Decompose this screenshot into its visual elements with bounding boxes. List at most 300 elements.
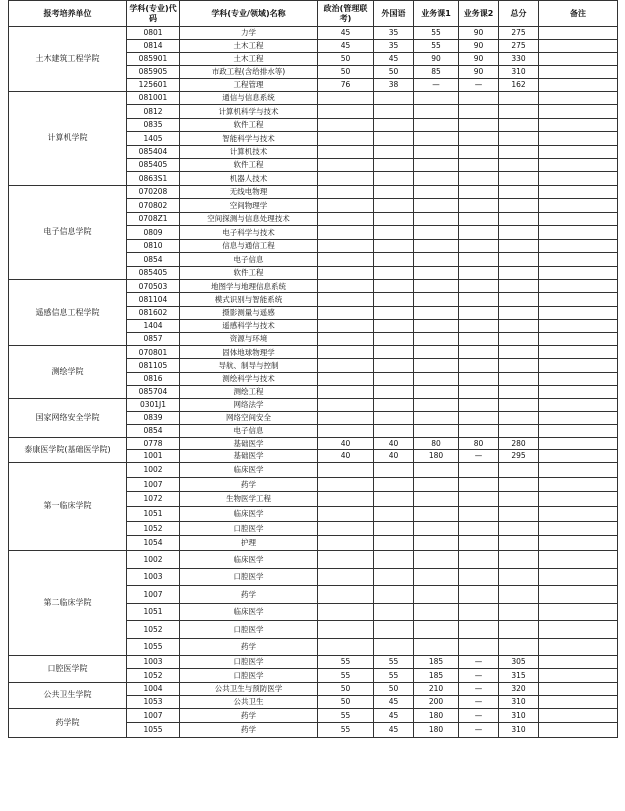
total-cell — [499, 492, 539, 507]
course1-cell — [414, 185, 459, 199]
name-cell: 药学 — [180, 586, 318, 604]
remark-cell — [539, 656, 618, 669]
code-cell: 0854 — [127, 424, 180, 437]
name-cell: 地图学与地理信息系统 — [180, 280, 318, 293]
course2-cell — [459, 424, 499, 437]
remark-cell — [539, 682, 618, 695]
politics-cell — [318, 551, 374, 569]
total-cell — [499, 521, 539, 536]
politics-cell — [318, 293, 374, 306]
course2-cell — [459, 293, 499, 306]
total-cell — [499, 239, 539, 253]
code-cell: 1072 — [127, 492, 180, 507]
course2-cell: — — [459, 79, 499, 92]
foreign-cell — [374, 92, 414, 105]
code-cell: 085905 — [127, 66, 180, 79]
remark-cell — [539, 551, 618, 569]
course1-cell — [414, 172, 459, 185]
course1-cell — [414, 551, 459, 569]
foreign-cell — [374, 506, 414, 521]
course2-cell — [459, 266, 499, 280]
remark-cell — [539, 669, 618, 682]
course2-cell — [459, 253, 499, 267]
name-cell: 资源与环境 — [180, 332, 318, 345]
name-cell: 测绘工程 — [180, 385, 318, 398]
course1-cell: 55 — [414, 40, 459, 53]
code-cell: 1004 — [127, 682, 180, 695]
unit-cell: 电子信息学院 — [9, 185, 127, 280]
table-row — [9, 27, 618, 40]
remark-cell — [539, 506, 618, 521]
politics-cell — [318, 603, 374, 621]
course2-cell — [459, 332, 499, 345]
table-row — [9, 462, 618, 477]
course2-cell: — — [459, 723, 499, 738]
politics-cell — [318, 280, 374, 293]
total-cell — [499, 398, 539, 411]
code-cell: 0863S1 — [127, 172, 180, 185]
politics-cell — [318, 185, 374, 199]
course1-cell: 185 — [414, 669, 459, 682]
course2-cell: 90 — [459, 53, 499, 66]
name-cell: 口腔医学 — [180, 669, 318, 682]
politics-cell: 50 — [318, 66, 374, 79]
header-course1: 业务课1 — [414, 1, 459, 27]
code-cell: 1052 — [127, 669, 180, 682]
unit-cell: 遥感信息工程学院 — [9, 280, 127, 346]
code-cell: 1001 — [127, 450, 180, 463]
total-cell — [499, 536, 539, 551]
score-table-sheet — [8, 0, 617, 738]
name-cell: 药学 — [180, 477, 318, 492]
code-cell: 1053 — [127, 695, 180, 708]
name-cell: 药学 — [180, 708, 318, 723]
course2-cell — [459, 158, 499, 171]
course2-cell — [459, 118, 499, 131]
code-cell: 0810 — [127, 239, 180, 253]
name-cell: 土木工程 — [180, 40, 318, 53]
unit-cell: 测绘学院 — [9, 346, 127, 399]
unit-cell: 计算机学院 — [9, 92, 127, 186]
total-cell — [499, 586, 539, 604]
name-cell: 电子科学与技术 — [180, 226, 318, 240]
code-cell: 1007 — [127, 477, 180, 492]
course2-cell — [459, 411, 499, 424]
foreign-cell: 45 — [374, 53, 414, 66]
course2-cell — [459, 492, 499, 507]
table-row — [9, 708, 618, 723]
code-cell: 0809 — [127, 226, 180, 240]
course1-cell: 55 — [414, 27, 459, 40]
code-cell: 0812 — [127, 105, 180, 118]
total-cell — [499, 306, 539, 319]
course2-cell — [459, 551, 499, 569]
total-cell — [499, 280, 539, 293]
name-cell: 土木工程 — [180, 53, 318, 66]
politics-cell — [318, 586, 374, 604]
course1-cell: 90 — [414, 53, 459, 66]
politics-cell — [318, 118, 374, 131]
remark-cell — [539, 359, 618, 372]
course1-cell: 180 — [414, 450, 459, 463]
course2-cell — [459, 306, 499, 319]
remark-cell — [539, 708, 618, 723]
name-cell: 信息与通信工程 — [180, 239, 318, 253]
total-cell — [499, 266, 539, 280]
total-cell: 330 — [499, 53, 539, 66]
course1-cell — [414, 621, 459, 639]
remark-cell — [539, 293, 618, 306]
foreign-cell — [374, 477, 414, 492]
course1-cell — [414, 118, 459, 131]
foreign-cell: 35 — [374, 27, 414, 40]
course2-cell: 90 — [459, 27, 499, 40]
foreign-cell — [374, 332, 414, 345]
code-cell: 085405 — [127, 158, 180, 171]
header-foreign: 外国语 — [374, 1, 414, 27]
course1-cell: 80 — [414, 437, 459, 450]
course1-cell — [414, 266, 459, 280]
total-cell — [499, 462, 539, 477]
politics-cell — [318, 332, 374, 345]
total-cell — [499, 293, 539, 306]
foreign-cell — [374, 621, 414, 639]
name-cell: 软件工程 — [180, 266, 318, 280]
course2-cell — [459, 372, 499, 385]
name-cell: 导航、制导与控制 — [180, 359, 318, 372]
code-cell: 070802 — [127, 199, 180, 213]
name-cell: 固体地球物理学 — [180, 346, 318, 359]
code-cell: 081001 — [127, 92, 180, 105]
politics-cell: 40 — [318, 450, 374, 463]
course2-cell: — — [459, 695, 499, 708]
total-cell — [499, 372, 539, 385]
course2-cell — [459, 385, 499, 398]
course1-cell — [414, 424, 459, 437]
course1-cell — [414, 603, 459, 621]
name-cell: 市政工程(含给排水等) — [180, 66, 318, 79]
remark-cell — [539, 638, 618, 656]
remark-cell — [539, 723, 618, 738]
name-cell: 基础医学 — [180, 437, 318, 450]
politics-cell — [318, 372, 374, 385]
name-cell: 临床医学 — [180, 551, 318, 569]
total-cell: 310 — [499, 66, 539, 79]
remark-cell — [539, 437, 618, 450]
total-cell: 280 — [499, 437, 539, 450]
name-cell: 药学 — [180, 723, 318, 738]
code-cell: 0301J1 — [127, 398, 180, 411]
foreign-cell: 50 — [374, 682, 414, 695]
foreign-cell — [374, 306, 414, 319]
course2-cell: 80 — [459, 437, 499, 450]
table-row — [9, 185, 618, 199]
total-cell — [499, 253, 539, 267]
remark-cell — [539, 53, 618, 66]
total-cell — [499, 145, 539, 158]
name-cell: 电子信息 — [180, 424, 318, 437]
remark-cell — [539, 185, 618, 199]
total-cell — [499, 319, 539, 332]
name-cell: 口腔医学 — [180, 621, 318, 639]
politics-cell: 50 — [318, 53, 374, 66]
politics-cell: 50 — [318, 682, 374, 695]
course2-cell — [459, 521, 499, 536]
name-cell: 遥感科学与技术 — [180, 319, 318, 332]
politics-cell — [318, 411, 374, 424]
name-cell: 软件工程 — [180, 158, 318, 171]
header-politics: 政治(管理联考) — [318, 1, 374, 27]
politics-cell: 55 — [318, 669, 374, 682]
total-cell — [499, 506, 539, 521]
course1-cell — [414, 280, 459, 293]
unit-cell: 土木建筑工程学院 — [9, 27, 127, 92]
name-cell: 智能科学与技术 — [180, 132, 318, 145]
remark-cell — [539, 332, 618, 345]
course1-cell — [414, 253, 459, 267]
total-cell: 295 — [499, 450, 539, 463]
code-cell: 081602 — [127, 306, 180, 319]
politics-cell: 55 — [318, 656, 374, 669]
remark-cell — [539, 66, 618, 79]
politics-cell — [318, 266, 374, 280]
course2-cell: — — [459, 450, 499, 463]
remark-cell — [539, 424, 618, 437]
remark-cell — [539, 477, 618, 492]
politics-cell — [318, 239, 374, 253]
course2-cell — [459, 212, 499, 226]
code-cell: 0801 — [127, 27, 180, 40]
name-cell: 通信与信息系统 — [180, 92, 318, 105]
total-cell — [499, 551, 539, 569]
name-cell: 基础医学 — [180, 450, 318, 463]
total-cell — [499, 603, 539, 621]
foreign-cell — [374, 424, 414, 437]
remark-cell — [539, 212, 618, 226]
politics-cell — [318, 253, 374, 267]
name-cell: 测绘科学与技术 — [180, 372, 318, 385]
course1-cell — [414, 199, 459, 213]
remark-cell — [539, 239, 618, 253]
code-cell: 1055 — [127, 723, 180, 738]
code-cell: 1052 — [127, 621, 180, 639]
course2-cell — [459, 638, 499, 656]
politics-cell — [318, 158, 374, 171]
code-cell: 1405 — [127, 132, 180, 145]
foreign-cell: 55 — [374, 669, 414, 682]
header-course2: 业务课2 — [459, 1, 499, 27]
course1-cell: 210 — [414, 682, 459, 695]
remark-cell — [539, 372, 618, 385]
foreign-cell — [374, 172, 414, 185]
total-cell: 275 — [499, 40, 539, 53]
remark-cell — [539, 158, 618, 171]
unit-cell: 第一临床学院 — [9, 462, 127, 550]
code-cell: 0839 — [127, 411, 180, 424]
total-cell: 315 — [499, 669, 539, 682]
politics-cell — [318, 306, 374, 319]
total-cell — [499, 132, 539, 145]
name-cell: 护理 — [180, 536, 318, 551]
politics-cell — [318, 172, 374, 185]
remark-cell — [539, 306, 618, 319]
remark-cell — [539, 226, 618, 240]
foreign-cell — [374, 603, 414, 621]
course2-cell: — — [459, 656, 499, 669]
course1-cell: 180 — [414, 723, 459, 738]
remark-cell — [539, 253, 618, 267]
total-cell: 305 — [499, 656, 539, 669]
course2-cell — [459, 462, 499, 477]
course1-cell — [414, 372, 459, 385]
foreign-cell — [374, 398, 414, 411]
name-cell: 力学 — [180, 27, 318, 40]
foreign-cell — [374, 293, 414, 306]
course1-cell: 180 — [414, 708, 459, 723]
header-row — [9, 1, 618, 27]
unit-cell: 口腔医学院 — [9, 656, 127, 683]
remark-cell — [539, 118, 618, 131]
name-cell: 口腔医学 — [180, 656, 318, 669]
code-cell: 0814 — [127, 40, 180, 53]
total-cell — [499, 105, 539, 118]
course1-cell — [414, 212, 459, 226]
politics-cell — [318, 385, 374, 398]
course1-cell — [414, 293, 459, 306]
foreign-cell — [374, 226, 414, 240]
course1-cell — [414, 462, 459, 477]
score-table — [8, 0, 618, 738]
code-cell: 0778 — [127, 437, 180, 450]
name-cell: 生物医学工程 — [180, 492, 318, 507]
foreign-cell — [374, 536, 414, 551]
politics-cell — [318, 359, 374, 372]
course1-cell — [414, 411, 459, 424]
course1-cell — [414, 638, 459, 656]
code-cell: 1054 — [127, 536, 180, 551]
course1-cell — [414, 385, 459, 398]
course2-cell — [459, 603, 499, 621]
politics-cell — [318, 132, 374, 145]
politics-cell — [318, 92, 374, 105]
remark-cell — [539, 568, 618, 586]
table-row — [9, 280, 618, 293]
total-cell — [499, 346, 539, 359]
remark-cell — [539, 586, 618, 604]
total-cell — [499, 385, 539, 398]
code-cell: 085704 — [127, 385, 180, 398]
code-cell: 081104 — [127, 293, 180, 306]
politics-cell — [318, 319, 374, 332]
course1-cell: 200 — [414, 695, 459, 708]
remark-cell — [539, 385, 618, 398]
total-cell: 320 — [499, 682, 539, 695]
course1-cell — [414, 226, 459, 240]
code-cell: 1051 — [127, 506, 180, 521]
remark-cell — [539, 319, 618, 332]
course1-cell — [414, 332, 459, 345]
foreign-cell: 45 — [374, 695, 414, 708]
total-cell — [499, 411, 539, 424]
course1-cell: — — [414, 79, 459, 92]
total-cell — [499, 424, 539, 437]
remark-cell — [539, 105, 618, 118]
politics-cell — [318, 506, 374, 521]
foreign-cell — [374, 239, 414, 253]
course1-cell — [414, 132, 459, 145]
code-cell: 085901 — [127, 53, 180, 66]
remark-cell — [539, 27, 618, 40]
unit-cell: 药学院 — [9, 708, 127, 737]
name-cell: 计算机科学与技术 — [180, 105, 318, 118]
course2-cell — [459, 199, 499, 213]
foreign-cell — [374, 280, 414, 293]
foreign-cell: 35 — [374, 40, 414, 53]
code-cell: 085405 — [127, 266, 180, 280]
foreign-cell — [374, 185, 414, 199]
foreign-cell — [374, 266, 414, 280]
course2-cell: — — [459, 682, 499, 695]
foreign-cell — [374, 132, 414, 145]
course2-cell — [459, 172, 499, 185]
code-cell: 0835 — [127, 118, 180, 131]
foreign-cell — [374, 521, 414, 536]
politics-cell — [318, 492, 374, 507]
name-cell: 空间物理学 — [180, 199, 318, 213]
foreign-cell — [374, 492, 414, 507]
course2-cell — [459, 586, 499, 604]
politics-cell — [318, 477, 374, 492]
name-cell: 口腔医学 — [180, 521, 318, 536]
total-cell: 275 — [499, 27, 539, 40]
total-cell — [499, 172, 539, 185]
name-cell: 网络法学 — [180, 398, 318, 411]
course1-cell — [414, 239, 459, 253]
total-cell — [499, 185, 539, 199]
course2-cell — [459, 621, 499, 639]
politics-cell: 45 — [318, 40, 374, 53]
code-cell: 1002 — [127, 462, 180, 477]
name-cell: 计算机技术 — [180, 145, 318, 158]
name-cell: 工程管理 — [180, 79, 318, 92]
remark-cell — [539, 521, 618, 536]
foreign-cell — [374, 158, 414, 171]
politics-cell — [318, 521, 374, 536]
politics-cell — [318, 621, 374, 639]
unit-cell: 公共卫生学院 — [9, 682, 127, 708]
politics-cell — [318, 199, 374, 213]
name-cell: 公共卫生与预防医学 — [180, 682, 318, 695]
course2-cell — [459, 477, 499, 492]
code-cell: 070208 — [127, 185, 180, 199]
politics-cell: 45 — [318, 27, 374, 40]
course1-cell — [414, 492, 459, 507]
foreign-cell — [374, 145, 414, 158]
foreign-cell — [374, 462, 414, 477]
politics-cell — [318, 462, 374, 477]
foreign-cell: 38 — [374, 79, 414, 92]
course2-cell — [459, 92, 499, 105]
unit-cell: 第二临床学院 — [9, 551, 127, 656]
foreign-cell — [374, 551, 414, 569]
total-cell — [499, 477, 539, 492]
code-cell: 1007 — [127, 586, 180, 604]
code-cell: 081105 — [127, 359, 180, 372]
remark-cell — [539, 695, 618, 708]
politics-cell — [318, 638, 374, 656]
course2-cell — [459, 239, 499, 253]
politics-cell: 55 — [318, 708, 374, 723]
